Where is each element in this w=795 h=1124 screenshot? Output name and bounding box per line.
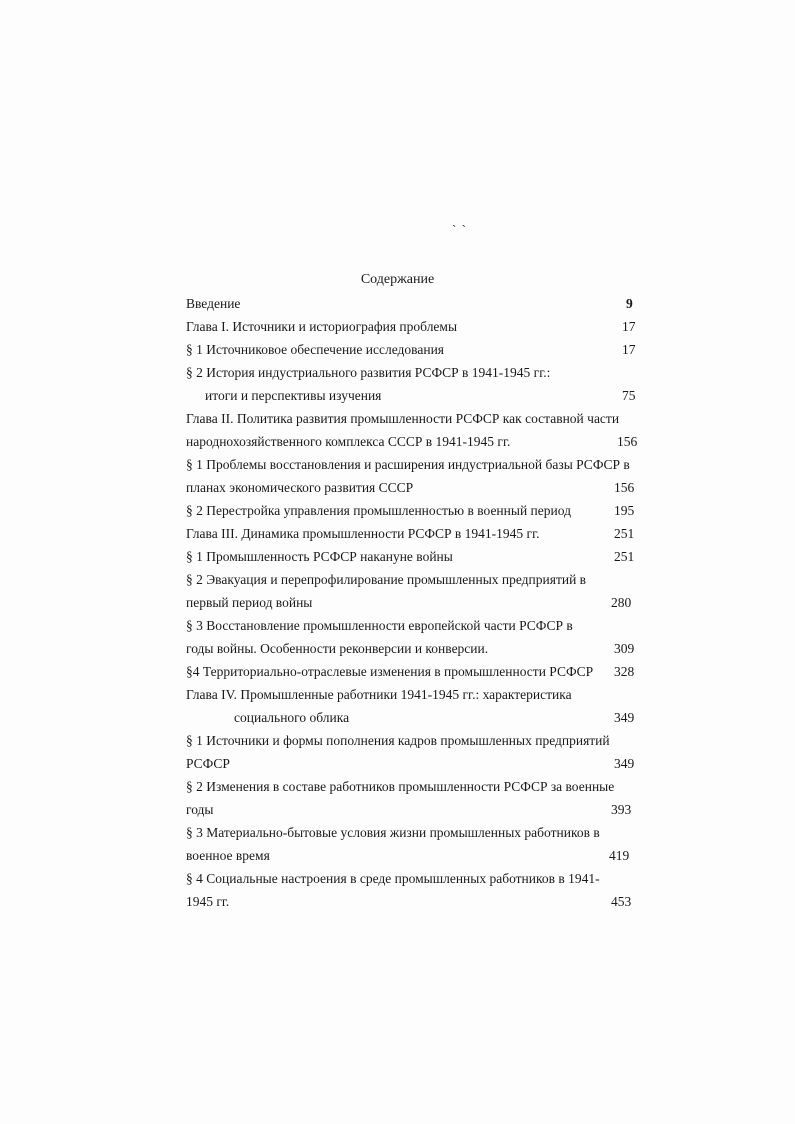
- toc-entry-page: 349: [614, 710, 635, 725]
- toc-entry-text: итоги и перспективы изучения: [205, 388, 382, 403]
- toc-entry-text: § 3 Восстановление промышленности европейской части РСФСР в: [186, 618, 573, 633]
- toc-entry-text: § 3 Материально-бытовые условия жизни промышленных работников в: [186, 825, 600, 840]
- toc-entry-page: 251: [614, 526, 635, 541]
- toc-entry-text: § 2 Перестройка управления промышленностью в военный период: [186, 503, 571, 518]
- toc-entry-text: Глава II. Политика развития промышленности РСФСР как составной части: [186, 411, 620, 426]
- toc-entry-page: 328: [614, 664, 635, 679]
- toc-entry-text: РСФСР: [186, 756, 230, 771]
- toc-entry-text: годы войны. Особенности реконверсии и конверсии.: [186, 641, 489, 656]
- toc-entry-page: 349: [614, 756, 635, 771]
- toc-entry-text: социального облика: [234, 710, 350, 725]
- toc-entry-page: 280: [611, 595, 632, 610]
- toc-entry-page: 419: [609, 848, 630, 863]
- toc-entry-page: 17: [622, 319, 636, 334]
- toc-entry-text: Введение: [186, 296, 241, 311]
- toc-entry-page: 9: [626, 296, 633, 311]
- toc-entry-text: первый период войны: [186, 595, 313, 610]
- toc-entry-text: планах экономического развития СССР: [186, 480, 414, 495]
- toc-entry-text: § 2 История индустриального развития РСФСР в 1941-1945 гг.:: [186, 365, 551, 380]
- toc-entry-page: 251: [614, 549, 635, 564]
- toc-entry-text: годы: [186, 802, 214, 817]
- toc-entry-page: 453: [611, 894, 632, 909]
- toc-entry-page: 393: [611, 802, 632, 817]
- toc-entry-text: народнохозяйственного комплекса СССР в 1941-1945 гг.: [186, 434, 511, 449]
- toc-entry-page: 309: [614, 641, 635, 656]
- toc-entry-text: Глава I. Источники и историография проблемы: [186, 319, 458, 334]
- toc-entry-page: 75: [622, 388, 636, 403]
- toc-entry-text: Глава IV. Промышленные работники 1941-1945 гг.: характеристика: [186, 687, 572, 702]
- toc-entry-page: 195: [614, 503, 635, 518]
- toc-entry-text: § 2 Изменения в составе работников промышленности РСФСР за военные: [186, 779, 615, 794]
- toc-entry-text: § 1 Проблемы восстановления и расширения индустриальной базы РСФСР в: [186, 457, 630, 472]
- header-mark: ` `: [452, 222, 467, 237]
- toc-entry-text: § 1 Промышленность РСФСР накануне войны: [186, 549, 453, 564]
- toc-entry-text: § 4 Социальные настроения в среде промышленных работников в 1941-: [186, 871, 600, 886]
- toc-entry-page: 156: [614, 480, 635, 495]
- toc-entry-page: 17: [622, 342, 636, 357]
- toc-entry-page: 156: [617, 434, 638, 449]
- toc-entry-text: §4 Территориально-отраслевые изменения в промышленности РСФСР: [186, 664, 594, 679]
- toc-entry-text: § 2 Эвакуация и перепрофилирование промышленных предприятий в: [186, 572, 587, 587]
- toc-entry-text: § 1 Источниковое обеспечение исследования: [186, 342, 445, 357]
- page-title: Содержание: [360, 272, 435, 287]
- toc-entry-text: военное время: [186, 848, 270, 863]
- toc-entry-text: Глава III. Динамика промышленности РСФСР в 1941-1945 гг.: [186, 526, 540, 541]
- toc-entry-text: § 1 Источники и формы пополнения кадров промышленных предприятий: [186, 733, 610, 748]
- toc-entry-text: 1945 гг.: [186, 894, 230, 909]
